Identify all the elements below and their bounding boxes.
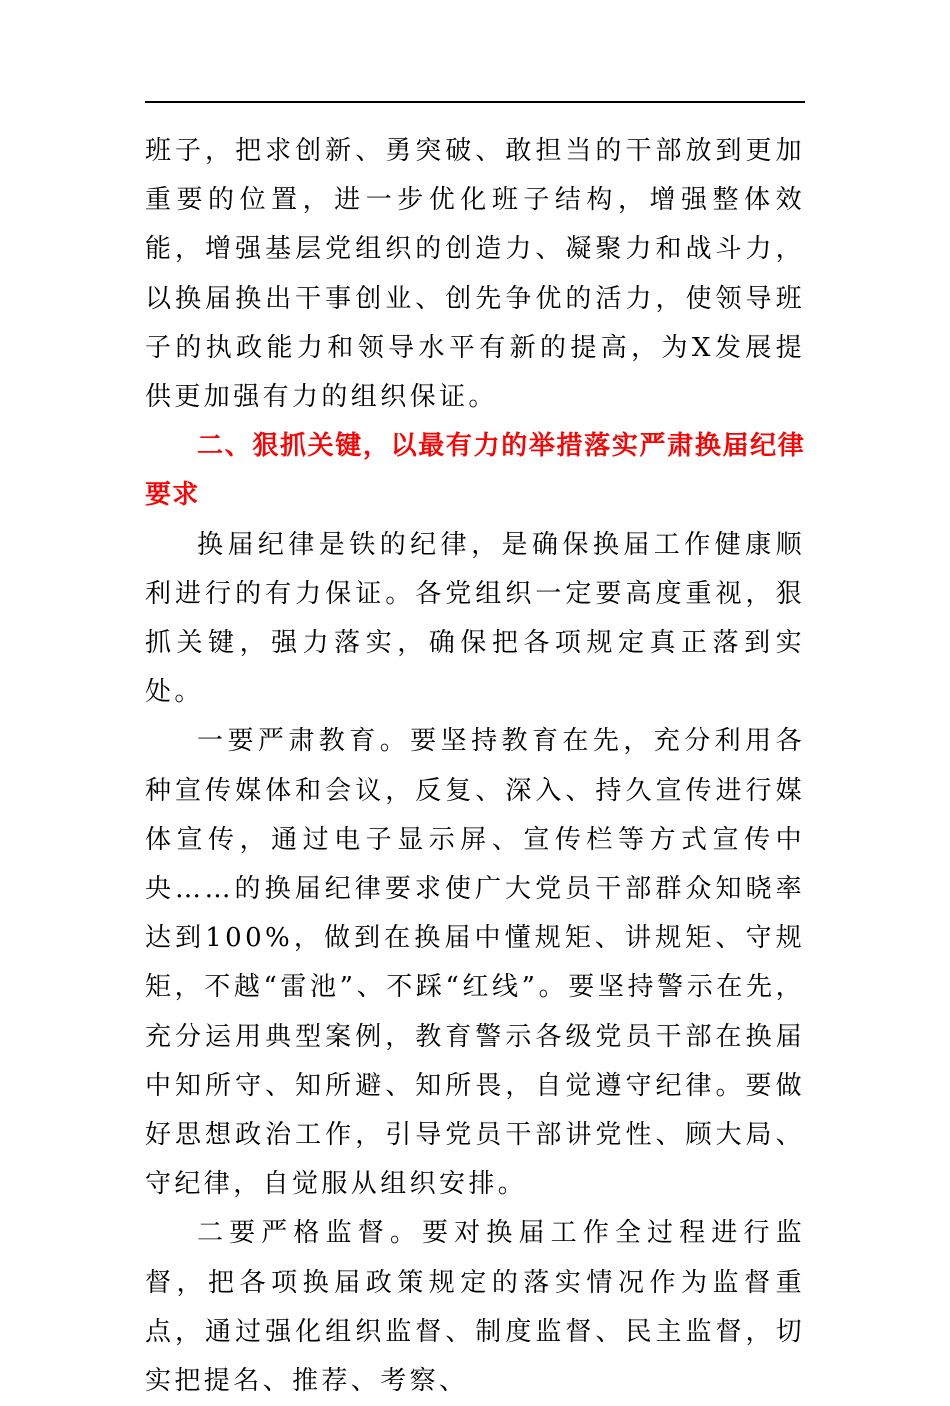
paragraph-strict-education: 一要严肃教育。要坚持教育在先，充分利用各种宣传媒体和会议，反复、深入、持久宣传进行媒体宣传，通过电子显示屏、宣传栏等方式宣传中央……的换届纪律要求使广大党员干部群众知晓率达到100%，做到在换届中懂规矩、讲规矩、守规矩，不越“雷池”、不踩“红线”。要坚持警示在先，充分运用典型案例，教育警示各级党员干部在换届中知所守、知所避、知所畏，自觉遵守纪律。要做好思想政治工作，引导党员干部讲党性、顾大局、守纪律，自觉服从组织安排。 [145, 726, 805, 1200]
paragraph-strict-supervision: 二要严格监督。要对换届工作全过程进行监督，把各项换届政策规定的落实情况作为监督重点，通过强化组织监督、制度监督、民主监督，切实把提名、推荐、考察、 [145, 1218, 805, 1397]
paragraph-continuation: 班子，把求创新、勇突破、敢担当的干部放到更加重要的位置，进一步优化班子结构，增强整体效能，增强基层党组织的创造力、凝聚力和战斗力，以换届换出干事创业、创先争优的活力，使领导班子的执政能力和领导水平有新的提高，为X发展提供更加强有力的组织保证。 [145, 136, 805, 413]
header-rule [145, 101, 805, 103]
paragraph-discipline-intro: 换届纪律是铁的纪律，是确保换届工作健康顺利进行的有力保证。各党组织一定要高度重视，狠抓关键，强力落实，确保把各项规定真正落到实处。 [145, 529, 805, 708]
section-heading: 二、狠抓关键，以最有力的举措落实严肃换届纪律要求 [145, 431, 805, 511]
document-body [145, 127, 805, 1406]
